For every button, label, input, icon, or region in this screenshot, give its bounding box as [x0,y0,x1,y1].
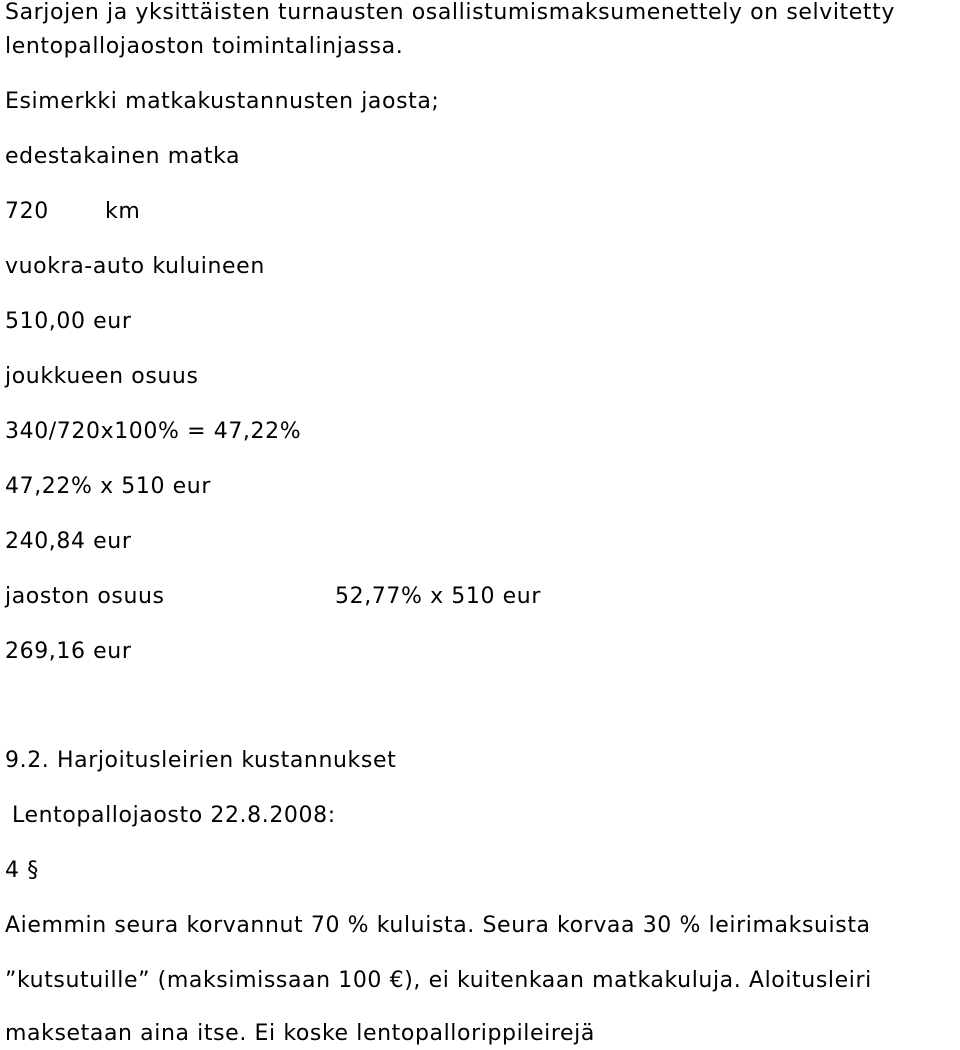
decision-line: Lentopallojaosto 22.8.2008: [12,803,336,828]
body-line-2: ”kutsutuille” (maksimissaan 100 €), ei kuitenkaan matkakuluja. Aloitusleiri [5,968,872,993]
example-heading: Esimerkki matkakustannusten jaosta; [5,89,440,114]
section-share-calc: 52,77% x 510 eur [335,584,541,609]
section-heading: 9.2. Harjoitusleirien kustannukset [5,748,397,773]
team-share-mult: 47,22% x 510 eur [5,474,211,499]
body-line-3: maksetaan aina itse. Ei koske lentopallorippileirejä [5,1021,595,1046]
trip-distance-value: 720 [5,199,49,224]
intro-line-2: lentopallojaoston toimintalinjassa. [5,34,404,59]
trip-distance [5,199,405,225]
section-share-total: 269,16 eur [5,639,132,664]
team-share-label: joukkueen osuus [5,364,199,389]
body-line-1: Aiemmin seura korvannut 70 % kuluista. Seura korvaa 30 % leirimaksuista [5,913,871,938]
team-share-calc: 340/720x100% = 47,22% [5,419,302,444]
intro-line-1: Sarjojen ja yksittäisten turnausten osallistumismaksumenettely on selvitetty [5,0,895,25]
paragraph-ref: 4 § [5,858,39,883]
rental-cost: 510,00 eur [5,309,132,334]
team-share-total: 240,84 eur [5,529,132,554]
rental-label: vuokra-auto kuluineen [5,254,265,279]
section-share-row [5,584,705,610]
section-share-label: jaoston osuus [5,584,165,609]
trip-distance-unit: km [105,199,141,224]
trip-label: edestakainen matka [5,144,241,169]
